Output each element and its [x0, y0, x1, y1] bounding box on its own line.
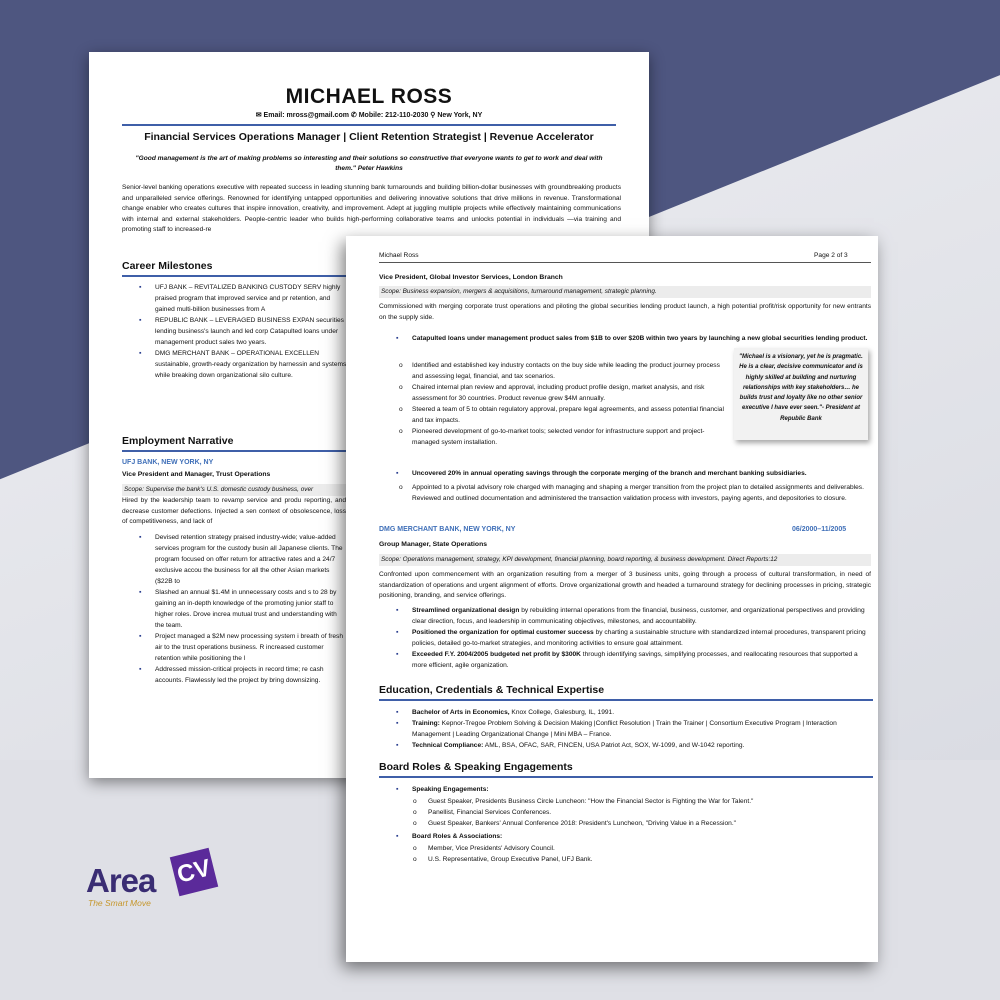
area-cv-logo	[86, 850, 226, 914]
milestones-rule	[122, 275, 352, 277]
board-heading: Board Roles & Speaking Engagements	[379, 761, 573, 773]
milestone-item: ▪ DMG MERCHANT BANK – OPERATIONAL EXCELLEN sustainable, growth-ready organization by harnessin and systems while breaking down organizational silo culture.	[139, 348, 349, 381]
job-bullets	[396, 468, 874, 479]
education-list	[396, 707, 874, 751]
opening-quote: "Good management is the art of making problems so interesting and their solutions so constructive that everyone wants to get to work and deal with them." Peter Hawkins	[135, 155, 603, 172]
education-heading: Education, Credentials & Technical Expertise	[379, 684, 605, 696]
job-bullets	[396, 605, 874, 671]
job-intro: Hired by the leadership team to revamp service and produ reporting, and decrease customer defections. Injected a sen context of obsolescence, loss of competitiveness, and lack of	[122, 497, 346, 525]
employment-dates: 06/2000–11/2005	[792, 526, 847, 533]
education-item: ▪ Training: Kepnor-Tregoe Problem Solving & Decision Making |Conflict Resolution | Train the Trainer | Consortium Executive Program | Interaction Management | Leading Organizational Change | Mini MBA – France.	[396, 718, 874, 740]
board-rule	[379, 776, 873, 778]
boards-list	[396, 843, 874, 865]
speaking-label: ▪ Speaking Engagements:	[396, 784, 874, 795]
sub-bullet: o Identified and established key industry contacts on the buy side while leading the product journey process and assessing legal, financial, and tax scenarios.	[398, 360, 728, 382]
job-bullet: ▪ Slashed an annual $1.4M in unnecessary costs and s to 28 by gaining an in-depth knowledge of the promoting junior staff to higher roles. Drove increa mutual trust and understanding with the team.	[139, 587, 346, 631]
job-bullet: ▪ Positioned the organization for optimal customer success by charting a sustainable structure with standardized internal procedures, transparent pricing policies, detailed go-to-market strategies, and monitoring activities to ensure goal attainment.	[396, 627, 874, 649]
job-bullet: ▪ Addressed mission-critical projects in record time; re cash accounts. Flawlessly led the project by bring downsizing.	[139, 664, 346, 686]
job-bullet: ▪ Exceeded F.Y. 2004/2005 budgeted net profit by $300K through identifying savings, simplifying processes, and reallocating resources that supported a more efficient, agile organization.	[396, 649, 874, 671]
company-name: UFJ BANK, NEW YORK, NY	[122, 459, 214, 466]
page-header-name: Michael Ross	[379, 252, 419, 259]
company-name: DMG MERCHANT BANK, NEW YORK, NY	[379, 526, 516, 533]
milestones-list	[139, 282, 349, 381]
job-title: Vice President, Global Investor Services, London Branch	[379, 274, 563, 281]
resume-page-2	[346, 236, 878, 962]
testimonial-callout: "Michael is a visionary, yet he is pragmatic. He is a clear, decisive communicator and is highly skilled at building and nurturing relationships with key stakeholders… he builds trust and loyalty like no other senior executive I have ever seen."- President at Republic Bank	[734, 348, 868, 440]
sub-bullets	[398, 482, 874, 504]
sub-bullet: o Appointed to a pivotal advisory role charged with managing and shaping a merger transition from the project plan to detailed assignments and deliverables. Reviewed and outlined documentation and administered the transaction validation process with investors, paying agents, and depositories to closure.	[398, 482, 874, 504]
sub-bullet: o Pioneered development of go-to-market tools; selected vendor for infrastructure support and project-managed system installation.	[398, 426, 728, 448]
board-list-2	[396, 831, 874, 842]
job-scope: Scope: Supervise the bank's U.S. domestic custody business, over	[122, 484, 348, 496]
education-item: ▪ Bachelor of Arts in Economics, Knox College, Galesburg, IL, 1991.	[396, 707, 874, 718]
speaking-item: o Panellist, Financial Services Conferences.	[396, 807, 874, 818]
boards-label: ▪ Board Roles & Associations:	[396, 831, 874, 842]
job-bullet: ▪ Uncovered 20% in annual operating savings through the corporate merging of the branch and merchant banking subsidiaries.	[396, 468, 874, 479]
logo-wordmark: Area	[86, 862, 156, 899]
page-header-rule	[379, 262, 871, 263]
speaking-item: o Guest Speaker, Bankers' Annual Conference 2018: President's Luncheon, "Driving Value in a Recession."	[396, 818, 874, 829]
logo-badge: CV	[170, 848, 218, 896]
candidate-name: MICHAEL ROSS	[285, 85, 453, 108]
milestone-item: ▪ REPUBLIC BANK – LEVERAGED BUSINESS EXPAN securities lending business's launch and led corp Catapulted loans under management product sales two years.	[139, 315, 349, 348]
job-scope: Scope: Business expansion, mergers & acquisitions, turnaround management, strategic planning.	[379, 286, 871, 298]
sub-bullets	[398, 360, 728, 448]
speaking-item: o Guest Speaker, Presidents Business Circle Luncheon: "How the Financial Sector is Fighting the War for Talent."	[396, 796, 874, 807]
contact-line: ✉ Email: mross@gmail.com ✆ Mobile: 212-110-2030 ⚲ New York, NY	[255, 112, 483, 119]
job-scope: Scope: Operations management, strategy, KPI development, financial planning, board reporting, & business development. Direct Reports:12	[379, 554, 871, 566]
header-rule	[122, 124, 616, 126]
milestones-heading: Career Milestones	[122, 260, 213, 272]
summary: Senior-level banking operations executive with repeated success in leading stunning bank turnarounds and building billion-dollar businesses with groundbreaking products and unparalleled service offerings. Renowned for identifying untapped opportunities and delivering innovative solutions that drive millions in revenue. Transformational change enabler who creates cultures that inspire innovation, creativity, and improvement. Adept at juggling multiple projects while effectively maintaining communications with internal and external stakeholders. People-centric leader who builds high-performing collaborative teams and unlocks potential in individuals —via training and promoting staff to increased-re	[122, 184, 621, 233]
employment-heading: Employment Narrative	[122, 435, 234, 447]
job-bullets	[139, 532, 346, 686]
job-title: Vice President and Manager, Trust Operations	[122, 471, 271, 478]
job-bullet: ▪ Streamlined organizational design by rebuilding internal operations from the financial, business, customer, and organizational perspectives and providing clear direction, focus, and leadership in communicating objectives, milestones, and accountability.	[396, 605, 874, 627]
milestone-item: ▪ UFJ BANK – REVITALIZED BANKING CUSTODY SERV highly praised program that improved service and pr retention, and gained multi-billion businesses from A	[139, 282, 349, 315]
job-intro: Confronted upon commencement with an organization resulting from a merger of 3 business units, going through a process of cultural transformation, in need of standardization of operations and urgent alignment of efforts. Drove organizational growth and headed a turnaround strategy for declining processes in pricing, strategic positioning, branding, and service offerings.	[379, 571, 871, 599]
board-item: o U.S. Representative, Group Executive Panel, UFJ Bank.	[396, 854, 874, 865]
education-item: ▪ Technical Compliance: AML, BSA, OFAC, SAR, FINCEN, USA Patriot Act, SOX, W-1099, and W-1042 reporting.	[396, 740, 874, 751]
headline: Financial Services Operations Manager | Client Retention Strategist | Revenue Accelerator	[144, 131, 594, 143]
education-rule	[379, 699, 873, 701]
page-number: Page 2 of 3	[814, 252, 848, 259]
job-title: Group Manager, State Operations	[379, 541, 488, 548]
job-bullet: ▪ Catapulted loans under management product sales from $1B to over $20B within two years by launching a new global securities lending product.	[396, 333, 874, 344]
sub-bullet: o Steered a team of 5 to obtain regulatory approval, prepare legal agreements, and assess potential financial and tax impacts.	[398, 404, 728, 426]
job-bullet: ▪ Project managed a $2M new processing system i breath of fresh air to the trust operations business. R increased customer retention while positioning the l	[139, 631, 346, 664]
job-bullets	[396, 333, 874, 344]
board-item: o Member, Vice Presidents' Advisory Council.	[396, 843, 874, 854]
sub-bullet: o Chaired internal plan review and approval, including product profile design, market analysis, and risk assessment for 30 countries. Product revenue grew $4M annually.	[398, 382, 728, 404]
employment-rule	[122, 450, 352, 452]
job-intro: Commissioned with merging corporate trust operations and piloting the global securities lending product launch, a high potential profit/risk opportunity for new entrants on the supply side.	[379, 303, 871, 321]
speaking-list	[396, 796, 874, 829]
job-bullet: ▪ Devised retention strategy praised industry-wide; value-added services program for the custody busin all Japanese clients. The program focused on offer return for attractive rates and a 24/7 exclusive accou the business for all the other Asian markets ($22B to	[139, 532, 346, 587]
logo-tagline: The Smart Move	[88, 898, 151, 908]
board-list	[396, 784, 874, 795]
